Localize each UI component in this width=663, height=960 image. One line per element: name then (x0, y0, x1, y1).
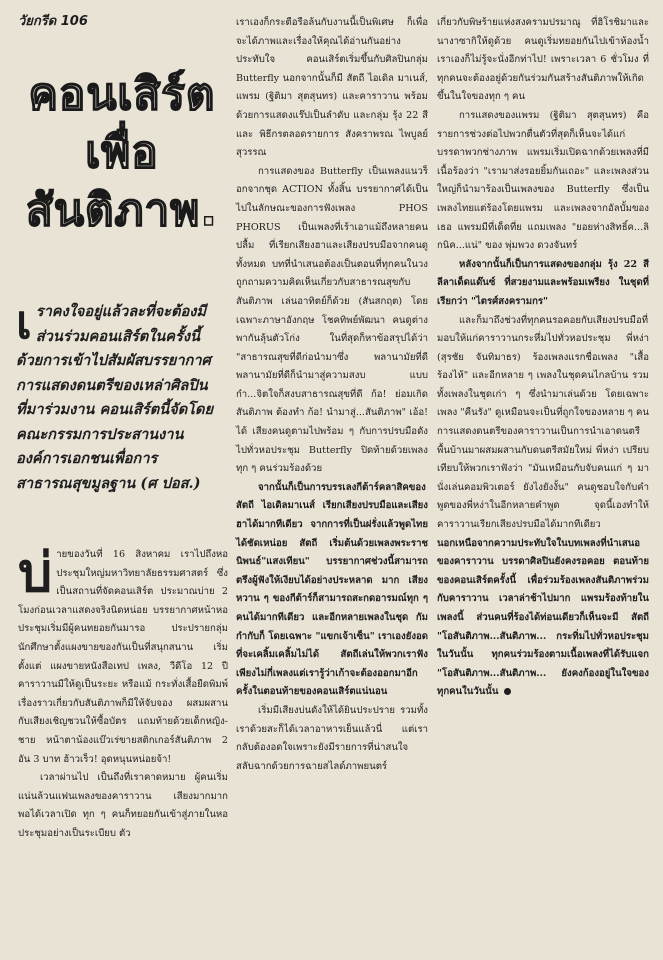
col3-paragraph-3: หลังจากนั้นก็เป็นการแสดงของกลุ่ม รุ้ง 22 สี ลีลาเด็ดแด๊นซ์ ที่สวยงามและพร้อมเพรียง ในชุดที่เรียกว่า "ไตรศ์สงครามกร" (437, 258, 649, 307)
title-line-3: สันติภาพ. (26, 185, 218, 236)
column-2 (236, 14, 428, 776)
col2-paragraph-4: เริ่มมีเสียงบ่นดังให้ได้ยินประปราย รวมทั้งเราด้วยสะก็ได้เวลาอาหารเย็นแล้วนี่ แต่เรากลับต้องอดใจเพราะยังมีรายการที่น่าสนใจ สลับฉากด้วยการฉายสไลด์ภาพยนตร์ (236, 704, 428, 772)
column-1 (18, 540, 228, 844)
col2-paragraph-2: การแสดงของ Butterfly เป็นเพลงแนวร็อกจากชุด ACTION ทั้งสิ้น บรรยากาศได้เป็นไปในลักษณะของการฟังเพลง PHOS PHORUS เป็นเพลงที่เร้าเอาแม้ถึงหลายคนปลื้ม ที่เรียกเสียงฮาและเสียงปรบมือจากคนดูทั้งหมด บทที่นำเสนอต้องเป็นตอนที่ทุกคนในวงถูกถามความคิดเห็นเกี่ยวกับสาธารณสุขกับสันติภาพ เล่นอาทิตย์ก็ด้วย (สันสกฤต) โดยเฉพาะภาษาอังกฤษ โชคทิพย์พัฒนา คนดูต่างพากันลุ้นตัวโก่ง ในที่สุดก็หาข้อสรุปได้ว่า "สาธารณสุขที่ดีก่อนำมาซึ่ง พลานามัยที่ดี พลานามัยที่ดีก็นำมาสู่ความสงบ แบบกำ...จิตใจก็สงบสาธารณสุขที่ดี ก้อ! ย่อมเกิดสันติภาพ ต้องทำ ก้อ! นำมาสู่...สันติภาพ" เอ้อ! ได้ เสียงคนดูตามไปพร้อม ๆ กับการปรบมือดังไปทั่วหอประชุม Butterfly ปิดท้ายด้วยเพลง ทุก ๆ คนร่วมร้องด้วย (236, 165, 428, 475)
intro-drop-cap: เ (16, 295, 32, 349)
column-3 (437, 14, 649, 702)
col3-paragraph-1: เกี่ยวกับพิษร้ายแห่งสงครามปรมาณู ที่ฮิโรชิมาและนางาซากิให้ดูด้วย คนดูเริ่มทยอยกันไปเข้าห้องน้ำเราเองก็ไม่รู้จะนั่งอีกท่าไป! เพราะเวลา 6 ชั่วโมง ที่ทุกคนจะต้องอยู่ด้วยกันร่วมกันสร้างสันติภาพให้เกิดขึ้นในใจของทุก ๆ คน (437, 17, 649, 103)
col3-paragraph-5 (437, 535, 649, 702)
col1-paragraph-2: เวลาผ่านไป เป็นถึงที่เราคาดหมาย ผู้คนเริ่มแน่นล้วนแฟนเพลงของคาราวาน เสียงมากมาก พอได้เวลาเปิด ทุก ๆ คนก็ทยอยกันเข้าสู่ภายในหอประชุมอย่างเป็นระเบียบ ตัว (18, 772, 228, 839)
title-line-2: เพื่อ (85, 127, 159, 178)
article-intro (16, 295, 228, 496)
col2-paragraph-1: เราเองก็กระตือรือล้นกับงานนี้เป็นพิเศษ ก็เพื่อจะได้ภาพและเรื่องให้คุณได้อ่านกันอย่างประทับใจ คอนเสิร์ตเริ่มขึ้นกับศิลปินกลุ่ม Butterfly นอกจากนั้นก็มี สัตถี ไอเดิล มาเนส์, แพรม (ฐิติมา สุตสุนทร) และคาราวาน พร้อมด้วยการแสดงแร๊ปเป็นลำดับ และกลุ่ม รุ้ง 22 สี และ พิธีกรตลอดรายการ สังคราพรณ ไพบูลย์สุวรรณ (236, 17, 428, 159)
article-title (16, 66, 228, 240)
title-line-1: คอนเสิร์ต (28, 69, 216, 120)
end-of-article-icon (504, 688, 511, 695)
col3-paragraph-4: และก็มาถึงช่วงที่ทุกคนรอคอยกับเสียงปรบมือที่มอบให้แก่คาราวานกระหึ่มไปทั่วหอประชุม พี่หง่า (สุรชัย จันทิมาธร) ร้องเพลงแรกชื่อเพลง "เสื้อร้องไห้" และอีกหลาย ๆ เพลงในชุดคนไกลบ้าน รวมทั้งเพลงในชุดเก่า ๆ ซึ่งนำมาเล่นด้วย โดยเฉพาะเพลง "คืนรัง" ดูเหมือนจะเป็นที่ถูกใจของหลาย ๆ คน การแสดงดนตรีของคาราวานเป็นการนำเอาดนตรีพื้นบ้านมาผสมผสานกับดนตรีสมัยใหม่ พี่หง่า เปรียบเทียบให้พวกเราฟังว่า "มันเหมือนกับจับคนแก่ ๆ มานั่งเล่นคอมพิวเตอร์ ยังไงยังงั้น" คนดูชอบใจกับคำพูดของพี่หง่าในอีกหลายคำพูด จุดนี้เองทำให้คาราวานเรียกเสียงปรบมือได้มากทีเดียว (437, 314, 649, 531)
col3-text-5: นอกเหนือจากความประทับใจในบทเพลงที่นำเสนอของคาราวาน บรรดาศิลปินยังคงรอคอย ตอนท้ายของคอนเสิร์ตครั้งนี้ เพื่อร่วมร้องเพลงสันติภาพร่วมกับคาราวาน เวลาล่าช้าไปมาก แพรมร้องท้ายในเพลงนี้ ส่วนคนที่ร้องได้ท่อนเดียวก็เห็นจะมี สัตถี "โอสันติภาพ...สันติภาพ... กระทิ่มไปทั่วหอประชุมในวันนั้น ทุกคนร่วมร้องตามเนื้อเพลงที่ได้รับแจก "โอสันติภาพ...สันติภาพ... ยังคงก้องอยู่ในใจของทุกคนในวันนั้น (437, 537, 649, 698)
page-header: วัยกรีด 106 (18, 14, 88, 29)
col1-drop-cap: บ่ (18, 540, 53, 604)
col1-paragraph-1 (18, 540, 228, 769)
col2-paragraph-3: จากนั้นก็เป็นการบรรเลงกีต้าร์คลาสิคของสัตถี ไอเดิลมาเนส์ เรียกเสียงปรบมือและเสียงฮาได้มากทีเดียว จากการที่เป็นฝรั่งแล้วพูดไทยได้ชัดเหน่อย สัตถี เริ่มต้นด้วยเพลงพระราชนิพนธ์"แสงเทียน" บรรยากาศช่วงนี้สามารถตรึงผู้ฟังให้เงียบได้อย่างประหลาด มาก เสียงหวาน ๆ ของกีต้าร์ก็สามารถสะกดอารมณ์ทุก ๆ คนได้มากทีเดียว และอีกหลายเพลงในชุด กัมกำกับก็ โดยเฉพาะ "แขกเจ้าเซ็น" เราเองยังอดที่จะเคลิ้มเคลิ้มไม่ได้ สัตถีเล่นให้พวกเราฟังเพียงไม่กี่เพลงแต่เรารู้ว่าเก้าจะต้องออกมาอีกครั้งในตอนท้ายของคอนเสิร์ตแน่นอน (236, 481, 428, 698)
col1-text-1: ายของวันที่ 16 สิงหาคม เราไปถึงหอประชุมใหญ่มหาวิทยาลัยธรรมศาสตร์ ซึ่งเป็นสถานที่จัดคอนเสิร์ต ประมาณบ่าย 2 โมงก่อนเวลาแสดงจริงนิดหน่อย บรรยากาศหน้าหอประชุมเริ่มมีผู้คนทยอยกันมารอ ประปรายกลุ่มนักศึกษาตั้งแผงขายของกันเป็นที่สนุกสนาน เริ่มตั้งแต่ แผงขายหนังสือเทป เพลง, วีดีโอ 12 ปี คาราวานมีให้ดูเป็นระยะ หรือแม้ กระทั่งเสื้อยืดพิมพ์เรื่องราวเกี่ยวกับสันติภาพก็มีให้จับจอง ผสมผสานกับเสียงเชิญชวนให้ซื้อบัตร แถมท้ายด้วยเด็กหญิง-ชาย หน้าตาน้องแบ๊วเร่ขายสติกเกอร์สันติภาพ 2 อัน 3 บาท ฮ้าวเร็ว! อุดหนุนหน่อยจ้า! (18, 549, 228, 765)
intro-text: ราคงใจอยู่แล้วละที่จะต้องมีส่วนร่วมคอนเสิร์ตในครั้งนี้ ด้วยการเข้าไปสัมผัสบรรยากาศการแสดงดนตรีของเหล่าศิลปินที่มาร่วมงาน คอนเสิร์ตนี้จัดโดยคณะกรรมการประสานงานองค์การเอกชนเพื่อการสาธารณสุขมูลฐาน (ศ ปอส.) (16, 303, 214, 492)
col3-paragraph-2: การแสดงของแพรม (ฐิติมา สุตสุนทร) คือรายการช่วงต่อไปพวกตื่นตัวที่สุดก็เห็นจะได้แก่บรรดาพวกช่างภาพ แพรมเริ่มเปิดฉากด้วยเพลงที่มีเนื้อร้องว่า "เรามาส่งรอยยิ้มกันเถอะ" และเพลงส่วนใหญ่ก็นำมาร้องเป็นเพลงของ Butterfly ซึ่งเป็นเพลงไทยแต่ร้องโดยแพรม และเพลงจากอัลบั้มของเธอ แพรมมีที่เด็ดที่ย แถมเพลง "ยอยห่างสิทธิ์ค...ลิกนิค...แน่" ของ พุ่มพวง ดวงจันทร์ (437, 109, 649, 252)
